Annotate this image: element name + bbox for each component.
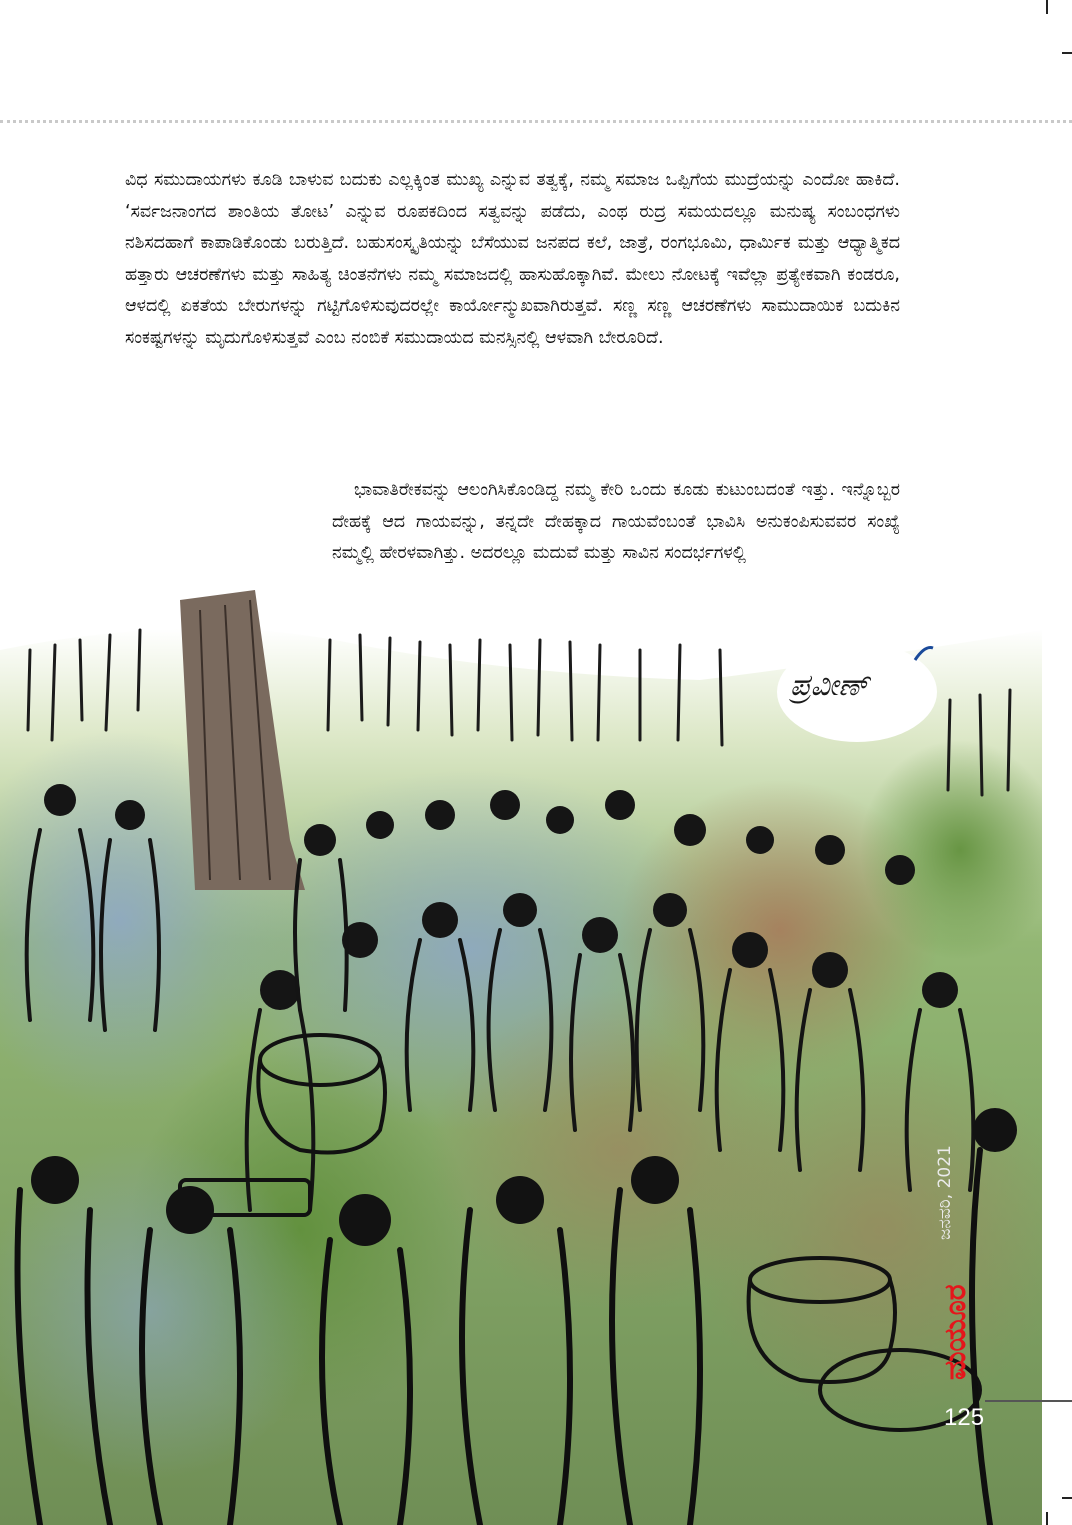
article-paragraph-2 — [332, 475, 900, 570]
crop-mark-right-top — [1062, 52, 1072, 54]
crop-mark-right-bottom — [1062, 1497, 1072, 1499]
crop-mark-top — [1046, 0, 1048, 14]
artist-signature: ಪ್ರವೀಣ್ — [790, 668, 869, 703]
header-dotted-rule — [0, 120, 1072, 123]
article-body — [125, 165, 900, 354]
page-number-rule — [985, 1400, 1072, 1402]
page-number: 125 — [944, 1404, 985, 1431]
crop-mark-bottom-right — [1046, 1512, 1048, 1525]
issue-date: ಜನವರಿ, 2021 — [935, 1145, 955, 1240]
article-paragraph-1 — [125, 165, 900, 354]
paragraph-1-text: ವಿಧ ಸಮುದಾಯಗಳು ಕೂಡಿ ಬಾಳುವ ಬದುಕು ಎಲ್ಲಕ್ಕಿಂತ ಮುಖ್ಯ ಎನ್ನುವ ತತ್ವಕ್ಕೆ, ನಮ್ಮ ಸಮಾಜ ಒಪ್ಪಿಗೆಯ ಮುದ್ರೆಯನ್ನು ಎಂದೋ ಹಾಕಿದೆ. ‘ಸರ್ವಜನಾಂಗದ ಶಾಂತಿಯ ತೋಟ’ ಎನ್ನುವ ರೂಪಕದಿಂದ ಸತ್ವವನ್ನು ಪಡೆದು, ಎಂಥ ರುದ್ರ ಸಮಯದಲ್ಲೂ ಮನುಷ್ಯ ಸಂಬಂಧಗಳು ನಶಿಸದಹಾಗೆ ಕಾಪಾಡಿಕೊಂಡು ಬರುತ್ತಿದೆ. ಬಹುಸಂಸ್ಕೃತಿಯನ್ನು ಬೆಸೆಯುವ ಜನಪದ ಕಲೆ, ಜಾತ್ರೆ, ರಂಗಭೂಮಿ, ಧಾರ್ಮಿಕ ಮತ್ತು ಆಧ್ಯಾತ್ಮಿಕದ ಹತ್ತಾರು ಆಚರಣೆಗಳು ಮತ್ತು ಸಾಹಿತ್ಯ ಚಿಂತನೆಗಳು ನಮ್ಮ ಸಮಾಜದಲ್ಲಿ ಹಾಸುಹೊಕ್ಕಾಗಿವೆ. ಮೇಲು ನೋಟಕ್ಕೆ ಇವೆಲ್ಲಾ ಪ್ರತ್ಯೇಕವಾಗಿ ಕಂಡರೂ, ಆಳದಲ್ಲಿ ಏಕತೆಯ ಬೇರುಗಳನ್ನು ಗಟ್ಟಿಗೊಳಿಸುವುದರಲ್ಲೇ ಕಾರ್ಯೋನ್ಮುಖವಾಗಿರುತ್ತವೆ. ಸಣ್ಣ ಸಣ್ಣ ಆಚರಣೆಗಳು ಸಾಮುದಾಯಿಕ ಬದುಕಿನ ಸಂಕಷ್ಟಗಳನ್ನು ಮೃದುಗೊಳಿಸುತ್ತವೆ ಎಂಬ ನಂಬಿಕೆ ಸಮುದಾಯದ ಮನಸ್ಸಿನಲ್ಲಿ ಆಳವಾಗಿ ಬೇರೂರಿದೆ. — [125, 170, 900, 348]
magazine-logo: ಮಯೂರ — [938, 1284, 973, 1380]
paragraph-2-text: ಭಾವಾತಿರೇಕವನ್ನು ಆಲಂಗಿಸಿಕೊಂಡಿದ್ದ ನಮ್ಮ ಕೇರಿ ಒಂದು ಕೂಡು ಕುಟುಂಬದಂತೆ ಇತ್ತು. ಇನ್ನೊಬ್ಬರ ದೇಹಕ್ಕೆ ಆದ ಗಾಯವನ್ನು, ತನ್ನದೇ ದೇಹಕ್ಕಾದ ಗಾಯವೆಂಬಂತೆ ಭಾವಿಸಿ ಅನುಕಂಪಿಸುವವರ ಸಂಖ್ಯೆ ನಮ್ಮಲ್ಲಿ ಹೇರಳವಾಗಿತ್ತು. ಅದರಲ್ಲೂ ಮದುವೆ ಮತ್ತು ಸಾವಿನ ಸಂದರ್ಭಗಳಲ್ಲಿ — [332, 480, 900, 563]
